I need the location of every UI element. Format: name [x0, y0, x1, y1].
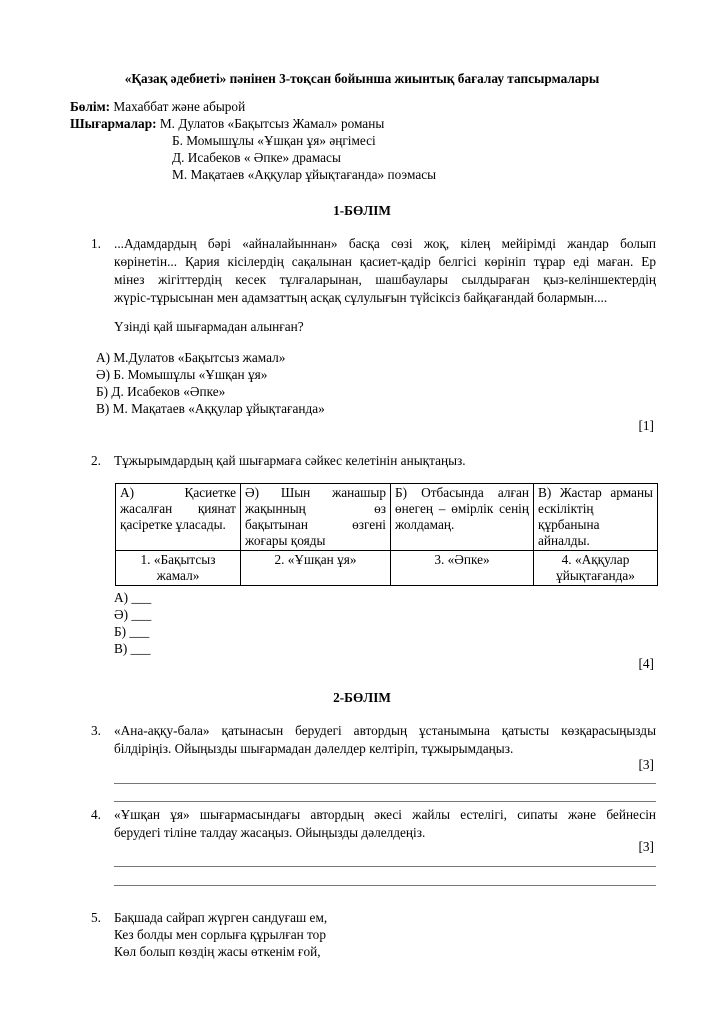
- q2-answer[interactable]: Б) ___: [114, 624, 150, 639]
- work-item: Д. Исабеков « Әпке» драмасы: [172, 150, 341, 165]
- part1-heading: 1-БӨЛІМ: [333, 203, 391, 218]
- q1-option: Ә) Б. Момышұлы «Ұшқан ұя»: [96, 367, 268, 382]
- q2-answer[interactable]: В) ___: [114, 641, 151, 656]
- q1-question: Үзінді қай шығармадан алынған?: [114, 319, 304, 334]
- work-item: Б. Момышұлы «Ұшқан ұя» әңгімесі: [172, 133, 376, 148]
- section-label: Бөлім:: [70, 99, 111, 114]
- q1-option: А) М.Дулатов «Бақытсыз жамал»: [96, 350, 286, 365]
- q2-number: 2.: [91, 453, 101, 468]
- statements-row: [116, 484, 658, 551]
- q4-text-line: берудегі тіліне талдау жасаңыз. Ойыңызды дәлелдеңіз.: [114, 825, 426, 840]
- statement-cell: Ә) Шын жанашыр жақынның өз бақытынан өзгені жоғары қояды: [241, 484, 391, 551]
- answer-rule[interactable]: [114, 885, 656, 886]
- statement-cell: А) Қасиетке жасалған қиянат қасіретке ұласады.: [116, 484, 241, 551]
- q2-answer[interactable]: А) ___: [114, 590, 152, 605]
- q1-score: [1]: [638, 418, 654, 433]
- section-line: [70, 98, 245, 115]
- work-item: М. Дулатов «Бақытсыз Жамал» романы: [159, 116, 385, 131]
- q2-score: [4]: [638, 656, 654, 671]
- q4-score: [3]: [638, 839, 654, 854]
- work-cell: 4. «Аққулар ұйықтағанда»: [534, 551, 658, 586]
- matching-table: [115, 483, 658, 586]
- q5-number: 5.: [91, 910, 101, 925]
- q3-score: [3]: [638, 757, 654, 772]
- q1-text-line: жүріс-тұрысынан мен адамзаттың асқақ сұлулығын түйсіксіз байқағандай болармын....: [114, 290, 608, 305]
- works-label: Шығармалар:: [70, 116, 157, 131]
- work-cell: 3. «Әпке»: [391, 551, 534, 586]
- q4-text-line: «Ұшқан ұя» шығармасындағы автордың әкесі жайлы естелігі, сипаты және бейнесін: [114, 807, 656, 822]
- q3-text-line: «Ана-аққу-бала» қатынасын берудегі автордың ұстанымына қатысты көзқарасыңызды: [114, 723, 656, 738]
- work-cell: 2. «Ұшқан ұя»: [241, 551, 391, 586]
- q1-text-line: көрінетін... Қария кісілердің сақалынан қасиет-қадір белгісі көрініп тұрар еді маған. Ер: [114, 254, 656, 269]
- document-title: «Қазақ әдебиеті» пәнінен 3-тоқсан бойынша жиынтық бағалау тапсырмалары: [124, 71, 600, 86]
- poem-line: Бақшада сайрап жүрген сандуғаш ем,: [114, 910, 328, 925]
- q2-answer[interactable]: Ә) ___: [114, 607, 152, 622]
- statement-cell: В) Жастар арманы ескіліктің құрбанына айналды.: [534, 484, 658, 551]
- section-value: Махаббат және абырой: [113, 99, 246, 114]
- q4-number: 4.: [91, 807, 101, 822]
- q3-number: 3.: [91, 723, 101, 738]
- works-row: [116, 551, 658, 586]
- q2-text: Тұжырымдардың қай шығармаға сәйкес келетінін анықтаңыз.: [114, 453, 466, 468]
- work-item: М. Мақатаев «Аққулар ұйықтағанда» поэмасы: [172, 167, 437, 182]
- statement-cell: Б) Отбасында алған өнегең – өмірлік сенің жолдамаң.: [391, 484, 534, 551]
- poem-line: Көл болып көздің жасы өткенім ғой,: [114, 944, 321, 959]
- part2-heading: 2-БӨЛІМ: [333, 690, 391, 705]
- q1-option: В) М. Мақатаев «Аққулар ұйықтағанда»: [96, 401, 325, 416]
- answer-rule[interactable]: [114, 801, 656, 802]
- works-line: [70, 115, 384, 132]
- q1-number: 1.: [91, 236, 101, 251]
- q1-text-line: мінез жігіттердің кесек тұлғаларынан, шашбаулары сылдыраған қыз-келіншектердің: [114, 272, 656, 287]
- poem-line: Кез болды мен сорлыға құрылған тор: [114, 927, 326, 942]
- work-cell: 1. «Бақытсыз жамал»: [116, 551, 241, 586]
- q1-text-line: ...Адамдардың бәрі «айналайыннан» басқа сөзі жоқ, кілең мейірімді жандар болып: [114, 236, 656, 251]
- answer-rule[interactable]: [114, 866, 656, 867]
- q1-option: Б) Д. Исабеков «Әпке»: [96, 384, 226, 399]
- answer-rule[interactable]: [114, 783, 656, 784]
- q3-text-line: білдіріңіз. Ойыңызды шығармадан дәлелдер келтіріп, тұжырымдаңыз.: [114, 741, 514, 756]
